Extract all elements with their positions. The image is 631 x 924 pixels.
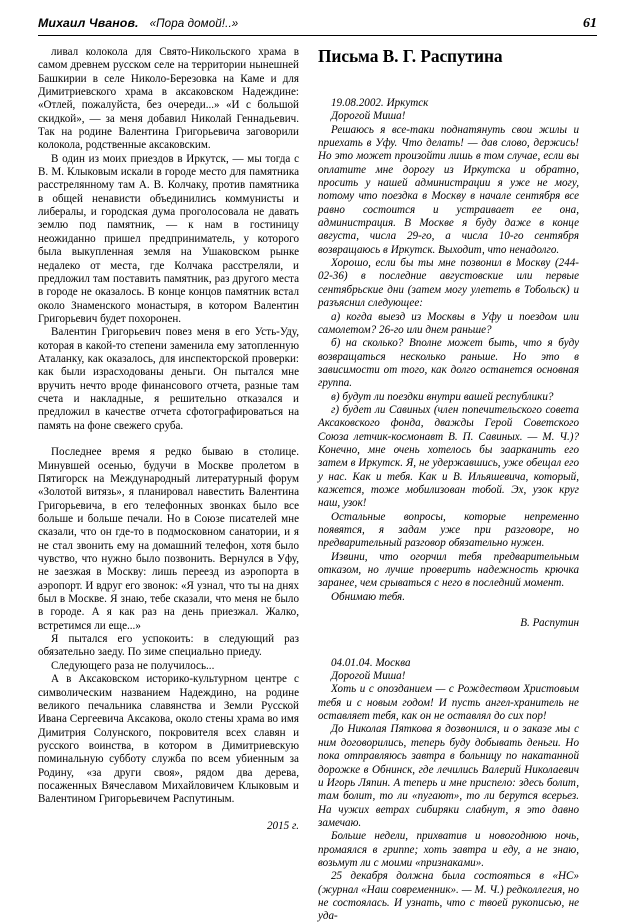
letter-1 [318, 97, 579, 631]
running-head-title: «Пора домой!..» [149, 17, 239, 30]
paragraph: Обнимаю тебя. [331, 590, 405, 603]
paragraph: Валентин Григорьевич повез меня в его Усть-Уду, которая в какой-то степени заменила ему затопленную Аталанку, как оказалось, для инспекторской проверки: как были израсходованы деньги. Он пытался мне вручить нечто вроде финансового отчета, разные там счета и накладные, я решительно отказался и предложил в качестве отчета сфотографироваться на память на фоне свежего сруба. [38, 326, 299, 432]
paragraph: в) будут ли поездки внутри вашей республики? [331, 390, 554, 403]
paragraph: Остальные вопросы, которые непременно появятся, я задам уже при разговоре, но предварительный разговор обязательно нужен. [318, 510, 579, 550]
end-date: 2015 г. [266, 819, 299, 832]
paragraph: б) на сколько? Вполне может быть, что я буду возвращаться несколько раньше. Но это в зависимости от того, как долго останется основная группа. [318, 337, 579, 390]
letter-separator [318, 631, 579, 657]
letter-salutation: Дорогой Миша! [331, 110, 406, 123]
running-head-left [38, 16, 238, 30]
paragraph: Больше недели, прихватив и новогоднюю ночь, промаялся в гриппе; хоть завтра и еду, а не знаю, возьмут ли с моими «признаками». [318, 830, 579, 869]
paragraph: В один из моих приездов в Иркутск, — мы тогда с В. М. Клыковым искали в городе место для памятника расстрелянному там А. В. Колчаку, против памятника в общей ненависти объединились коммунисты и либералы, и городская дума проголосовала не давать землю под памятник, — к нам в гостиницу неожиданно пришел предприниматель, у которого была выкупленная земля на Ушаковском рынке недалеко от места, где Колчака расстреляли, и предложил там поставить памятник, раз другого места в городе не оказалось. В конце концов памятник встал около Знаменского монастыря, в котором Валентин Григорьевич будет похоронен. [38, 152, 299, 325]
paragraph: Следующего раза не получилось... [51, 659, 215, 672]
section-title: Письма В. Г. Распутина [318, 46, 503, 66]
paragraph: До Николая Пяткова я дозвонился, и о заказе мы с ним договорились, теперь буду добывать деньги. Но пока отправляюсь завтра в больницу по накатанной дорожке в Обнинск, где лечились Валерий Николаевич и Игорь Ляпин. А теперь и мне приспело: здесь болит, там болит, то ли «пугают», то ли берутся всерьез. На чужих ветрах сибиряки слабнут, я это давно замечаю. [318, 723, 579, 829]
paragraph: Хоть и с опозданием — с Рождеством Христовым тебя и с новым годом! И пусть ангел-хранитель не оставляет тебя, как он не оставлял до сих пор! [318, 683, 579, 723]
paragraph: ливал колокола для Свято-Никольского храма в самом древнем русском селе на территории нынешней Башкирии в селе Николо-Березовка на Каме и для Димитриевского храма в аксаковском Надеждине: «Отлей, пожалуйста, без очереди...» «И с большой скидкой», — за меня добавил Николай Геннадьевич. Так на родине Валентина Григорьевича заговорили колокола, родственные аксаковским. [38, 46, 299, 152]
letter-salutation: Дорогой Миша! [331, 670, 406, 683]
paragraph: Я пытался его успокоить: в следующий раз обязательно заеду. По зиме специально приеду. [38, 633, 299, 659]
two-column-body [38, 46, 597, 924]
letter-date: 19.08.2002. Иркутск [331, 97, 429, 109]
paragraph: г) будет ли Савиных (член попечительского совета Аксаковского фонда, дважды Герой Советского Союза летчик-космонавт В. П. Савиных. — М. Ч.)? Конечно, мне очень хотелось бы заарканить его затем в Иркутск. Я, не удержавшись, уже обещал его у нас. Как и тебя. Как и В. Ильяшевича, который, кажется, тоже мобилизован тобой. Эх, узок круг наш, узок! [318, 403, 579, 510]
letter-signature: В. Распутин [520, 617, 579, 630]
paragraph: Извини, что огорчил тебя предварительным отказом, но лучше проверить надежность крючка заранее, чем срываться с него в последний момент. [318, 550, 579, 590]
paragraph: Хорошо, если бы ты мне позвонил в Москву (244-02-36) в последние августовские или первые сентябрьские дни (затем могу улететь в Тобольск) и разъяснил следующее: [318, 257, 579, 310]
paragraph: 25 декабря должна была состояться в «НС» (журнал «Наш современник». — М. Ч.) редколлегия, но не состоялась. И узнать, что с твоей рукописью, не уда- [318, 870, 579, 923]
left-column [38, 46, 299, 833]
running-head-author: Михаил Чванов. [38, 16, 139, 30]
letter-2 [318, 657, 579, 924]
paragraph: Последнее время я редко бываю в столице. Минувшей осенью, будучи в Москве пролетом в Пятигорск на Международный литературный форум «Золотой витязь», я планировал навестить Валентина Григорьевича, в его телефонных звонках было все больше и больше печали. Но в Союзе писателей мне сказали, что он где-то в подмосковном санатории, и я не стал звонить ему на домашний телефон, хотя было чувство, что нужно было позвонить. Вернулся в Уфу, не заезжая в Москву: лишь переезд из аэропорта в аэропорт. И вдруг его звонок: «Я узнал, что ты на днях был в Москве. Я знаю, тебе сказали, что меня не было в городе. А я как раз на день приезжал. Жалко, встретимся ли еще...» [38, 446, 299, 632]
right-column [318, 46, 579, 924]
running-head [38, 16, 597, 36]
page-number: 61 [583, 16, 597, 31]
paragraph: а) когда выезд из Москвы в Уфу и поездом или самолетом? 26-го или днем раньше? [318, 310, 579, 336]
letter-date: 04.01.04. Москва [331, 656, 411, 669]
paragraph: Решаюсь я все-таки поднатянуть свои жилы и приехать в Уфу. Что делать! — дав слово, держись! Но это может произойти лишь в том случае, если вы оплатите мне дорогу из Иркутска и обратно, просить у нашей администрации я уже не могу, потому что поездка в Москву в начале сентября все равно состоится и устраивает ее она, администрация. В Москве я буду даже в конце августа, числа 29-го, а числа 10-го сентября возвращаюсь в Иркутск. Выходит, что ненадолго. [318, 123, 579, 256]
paragraph: А в Аксаковском историко-культурном центре с символическим названием Надеждино, на родине великого печальника славянства и Земли Русской Ивана Сергеевича Аксакова, около стены храма во имя Димитрия Солунского, покровителя всех славян и русского воинства, в котором в Димитриевскую поминальную субботу служба по всем убиенным за Родину, «за други своя», рядом два дерева, посаженных Вячеславом Михайловичем Клыковым и Валентином Григорьевичем Распутиным. [38, 673, 299, 806]
